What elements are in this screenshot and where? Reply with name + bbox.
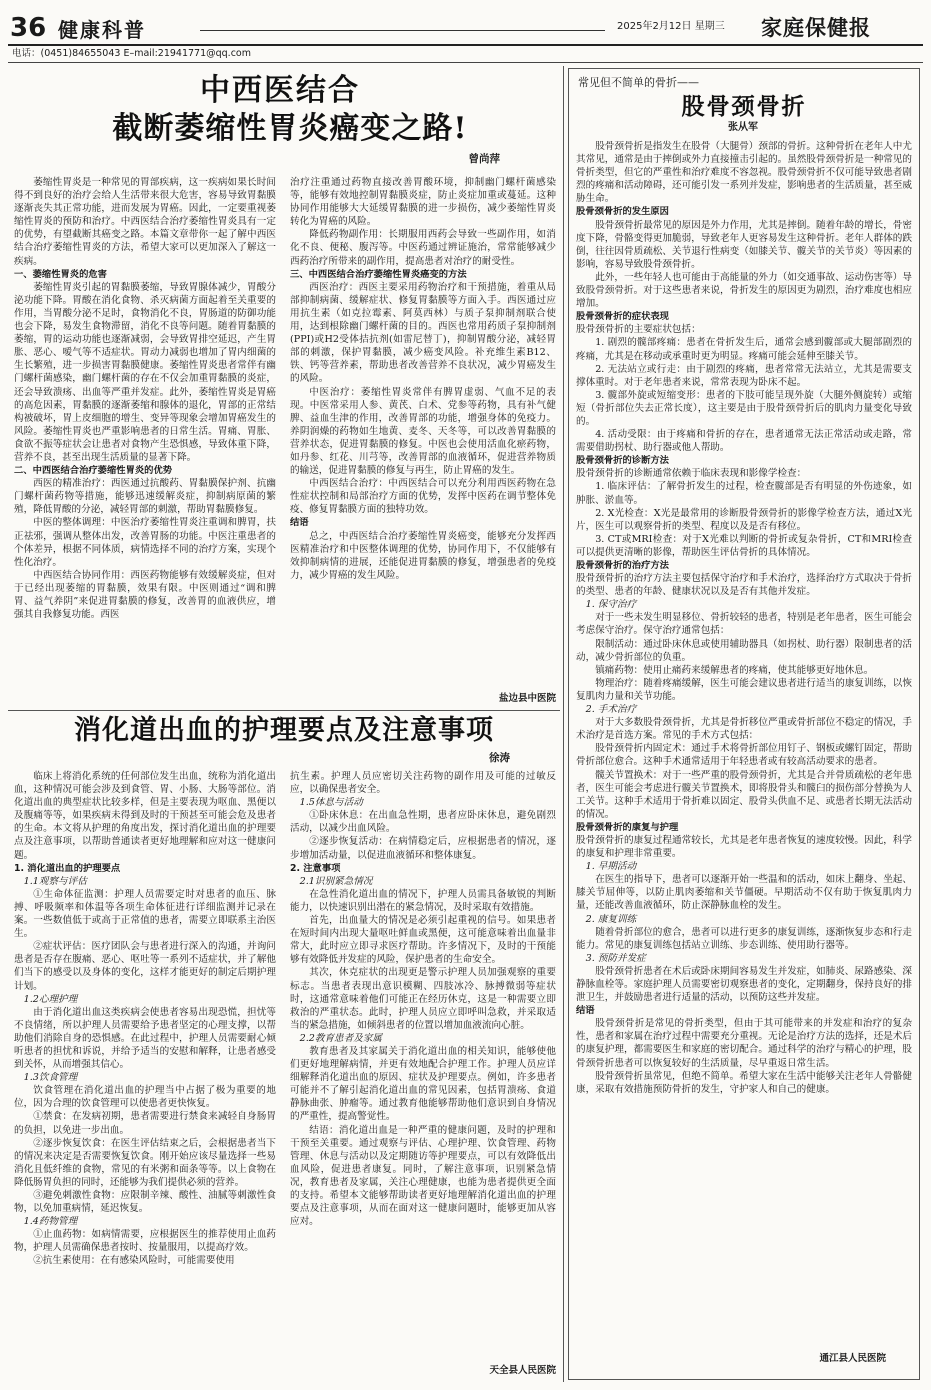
header-rule xyxy=(200,30,605,31)
paragraph: ②症状评估：医疗团队会与患者进行深入的沟通，并询问患者是否存在腹痛、恶心、呕吐等一系列不适症状，并了解他们当下的感受以及身体的变化，这样才能更好的制定后期护理计划。 xyxy=(14,941,276,992)
article-hospital: 通江县人民医院 xyxy=(819,1353,886,1364)
paragraph: ③避免刺激性食物：应限制辛辣、酸性、油腻等刺激性食物，以免加重病情，延迟恢复。 xyxy=(14,1190,276,1215)
paragraph: 在急性消化道出血的情况下，护理人员需具备敏锐的判断能力，以快速识别出潜在的紧急情况，及时采取有效措施。 xyxy=(290,888,556,913)
article-column-right xyxy=(290,770,556,1366)
paragraph: 股骨颈骨折是指发生在股骨（大腿骨）颈部的骨折。这种骨折在老年人中尤其常见，通常是由于摔倒或外力直接撞击引起的。虽然股骨颈骨折是一种常见的骨折类型，但它的严重性和治疗难度不容忽视。股骨颈骨折不仅可能导致患者剧烈的疼痛和活动障碍，还可能引发一系列并发症，影响患者的生活质量，甚至威胁生命。 xyxy=(576,141,912,205)
paragraph: 限制活动：通过卧床休息或使用辅助器具（如拐杖、助行器）限制患者的活动，减少骨折部位的负重。 xyxy=(576,638,912,663)
paragraph: 股骨颈骨折的主要症状包括： xyxy=(576,324,701,336)
paragraph: 股骨颈骨折的治疗方法主要包括保守治疗和手术治疗，选择治疗方式取决于骨折的类型、患者的年龄、健康状况以及是否有其他并发症。 xyxy=(576,573,912,598)
paragraph: 3. 髋部外旋或短缩变形：患者的下肢可能呈现外旋（大腿外侧旋转）或缩短（骨折部位失去正常长度），这主要是由于股骨颈骨折后的肌肉力量变化导致的。 xyxy=(576,389,912,427)
article-author: 张从军 xyxy=(728,122,758,133)
paragraph: 中医的整体调理：中医治疗萎缩性胃炎注重调和脾胃，扶正祛邪，强调从整体出发，改善胃肠的功能。中医注重患者的个体差异，根据不同体质，病情选择不同的治疗方案，实现个性化治疗。 xyxy=(14,517,276,568)
subsection-heading: 2.2教育患者及家属 xyxy=(299,1032,383,1044)
section-heading: 股骨颈骨折的诊断方法 xyxy=(576,455,669,467)
subsection-heading: 1.3饮食管理 xyxy=(23,1072,78,1084)
paragraph: 总之，中西医结合治疗萎缩性胃炎癌变，能够充分发挥西医精准治疗和中医整体调理的优势，协同作用下，不仅能够有效抑制病情的进展，还能促进胃黏膜的修复，增强患者的免疫力，减少胃癌的发生风险。 xyxy=(290,530,556,581)
article-divider xyxy=(8,710,560,711)
subsection-heading: 2. 康复训练 xyxy=(585,913,637,925)
article-title-line2: 截断萎缩性胃炎癌变之路! xyxy=(112,111,468,146)
section-heading: 1. 消化道出血的护理要点 xyxy=(14,862,121,874)
article-title: 股骨颈骨折 xyxy=(681,93,807,120)
section-heading: 二、中西医结合治疗萎缩性胃炎的优势 xyxy=(14,465,173,477)
paragraph: 中医治疗：萎缩性胃炎常伴有脾胃虚弱、气血不足的表现。中医常采用人参、黄芪、白术、党参等药物，具有补气健脾、益血生津的作用，改善胃部的功能，增强身体的免疫力。养阴润燥的药物如生地黄、麦冬、天冬等，可以改善胃黏膜的营养状态，促进胃黏膜的修复。中医也会使用活血化瘀药物，如丹参、红花、川芎等，改善胃部的血液循环，促进营养物质的输送，促进胃黏膜的修复与再生，防止胃癌的发生。 xyxy=(290,386,556,477)
article-hospital: 盐边县中医院 xyxy=(498,693,556,704)
paragraph: 3. CT或MRI检查：对于X光难以判断的骨折或复杂骨折，CT和MRI检查可以提供更清晰的影像，帮助医生评估骨折的具体情况。 xyxy=(576,533,912,558)
newspaper-name: 家庭保健报 xyxy=(761,15,871,40)
paragraph: 1. 临床评估：了解骨折发生的过程，检查髋部是否有明显的外伤迹象，如肿胀、淤血等。 xyxy=(576,481,912,506)
paragraph: ①禁食：在发病初期，患者需要进行禁食来减轻自身肠胃的负担，以免进一步出血。 xyxy=(14,1111,276,1136)
paragraph: 髋关节置换术：对于一些严重的股骨颈骨折，尤其是合并骨质疏松的老年患者，医生可能会考虑进行髋关节置换术，即将股骨头和髋臼的损伤部分替换为人工关节。这种手术适用于骨折难以固定、股骨头供血不足、或患者长期无法活动的情况。 xyxy=(576,769,912,820)
paragraph: 股骨颈骨折是常见的骨折类型，但由于其可能带来的并发症和治疗的复杂性，患者和家属在治疗过程中需要充分重视。无论是治疗方法的选择，还是术后的康复护理，都需要医生和家庭的密切配合。通过科学的治疗与精心的护理，股骨颈骨折患者可以恢复较好的生活质量，尽早重返日常生活。 xyxy=(576,1018,912,1069)
paragraph: ①生命体征监测：护理人员需要定时对患者的血压、脉搏、呼吸频率和体温等各项生命体征进行详细监测并记录在案。一些数值低于或高于正常值的患者，需要立即联系主治医生。 xyxy=(14,888,276,940)
article-subtitle: 常见但不简单的骨折—— xyxy=(578,76,699,89)
section-heading: 股骨颈骨折的症状表现 xyxy=(576,311,669,323)
paragraph: 股骨颈骨折虽常见，但绝不简单。希望大家在生活中能够关注老年人骨骼健康，采取有效措施预防骨折的发生，守护家人和自己的健康。 xyxy=(576,1070,912,1095)
paragraph: 股骨颈骨折患者在术后或卧床期间容易发生并发症，如肺炎、尿路感染、深静脉血栓等。家庭护理人员需要密切观察患者的变化，定期翻身，保持良好的排泄卫生，并鼓励患者进行适量的活动，以预防这些并发症。 xyxy=(576,965,912,1004)
paragraph: 股骨颈骨折的诊断通常依赖于临床表现和影像学检查： xyxy=(576,468,807,480)
paragraph: 随着骨折部位的愈合，患者可以进行更多的康复训练，逐渐恢复步态和行走能力。常见的康复训练包括站立训练、步态训练、使用助行器等。 xyxy=(576,926,912,951)
article-title-line1: 中西医结合 xyxy=(200,73,360,108)
section-heading: 三、中西医结合治疗萎缩性胃炎癌变的方法 xyxy=(290,268,467,280)
section-title: 健康科普 xyxy=(58,18,146,42)
paragraph: 股骨颈骨折的康复过程通常较长，尤其是老年患者恢复的速度较慢。因此，科学的康复和护理非常重要。 xyxy=(576,834,912,860)
paragraph: ②逐步恢复活动：在病情稳定后，应根据患者的情况，逐步增加活动量，以促进血液循环和整体康复。 xyxy=(290,836,556,861)
paragraph: 治疗注重通过药物直接改善胃酸环境，抑制幽门螺杆菌感染等，能够有效地控制胃黏膜炎症，防止炎症加重或蔓延。这种协同作用能够大大延缓胃黏膜的进一步损伤，减少萎缩性胃炎转化为胃癌的风险。 xyxy=(290,177,556,228)
sub-rule xyxy=(8,62,923,63)
article-author: 徐涛 xyxy=(489,752,510,764)
paragraph: 物理治疗：随着疼痛缓解，医生可能会建议患者进行适当的康复训练，以恢复肌肉力量和关节功能。 xyxy=(576,677,912,702)
paragraph: 中西医结合治疗：中西医结合可以充分利用西医药物在急性症状控制和局部治疗方面的优势，发挥中医药在调节整体免疫、修复胃黏膜方面的独特功效。 xyxy=(290,478,556,516)
article-column-left xyxy=(14,770,276,1382)
paragraph: 抗生素。护理人员应密切关注药物的副作用及可能的过敏反应，以确保患者安全。 xyxy=(290,771,556,796)
subsection-heading: 1. 保守治疗 xyxy=(585,599,637,611)
paragraph: 镇痛药物：使用止痛药来缓解患者的疼痛，使其能够更好地休息。 xyxy=(595,664,874,676)
paragraph: ①止血药物：如病情需要，应根据医生的推荐使用止血药物，护理人员需确保患者按时、按量服用，以提高疗效。 xyxy=(14,1229,276,1254)
section-heading: 一、萎缩性胃炎的危害 xyxy=(14,268,107,280)
paragraph: 中西医结合协同作用：西医药物能够有效缓解炎症，但对于已经出现萎缩的胃黏膜，效果有限。中医则通过“调和脾胃、益气养阴”来促进胃黏膜的修复，改善胃的血液供应，增强其自我修复功能。西医 xyxy=(14,569,276,621)
article-column-right xyxy=(290,176,556,686)
paragraph: ①卧床休息：在出血急性期，患者应卧床休息，避免剧烈活动，以减少出血风险。 xyxy=(290,810,556,835)
subsection-heading: 1.1观察与评估 xyxy=(23,875,87,887)
column-divider xyxy=(563,66,564,1382)
section-heading: 股骨颈骨折的康复与护理 xyxy=(576,821,679,833)
subsection-heading: 2.1识别紧急情况 xyxy=(299,875,373,887)
paragraph: 萎缩性胃炎是一种常见的胃部疾病，这一疾病如果长时间得不到良好的治疗会给人生活带来很大危害，容易导致胃黏膜逐渐丧失其正常功能，进而发展为胃癌。因此，一定要重视萎缩性胃炎的预防和治疗。中西医结合治疗萎缩性胃炎具有一定的优势，有望截断其癌变之路。本篇文章带你一起了解中西医结合治疗萎缩性胃炎的方法，希望大家可以更加深入了解这一疾病。 xyxy=(14,177,276,267)
paragraph: 2. 无法站立或行走：由于剧烈的疼痛，患者常常无法站立，尤其是需要支撑体重时。对于老年患者来说，常常表现为卧床不起。 xyxy=(576,363,912,388)
section-heading: 股骨颈骨折的治疗方法 xyxy=(576,560,669,571)
paragraph: 4. 活动受限：由于疼痛和骨折的存在，患者通常无法正常活动或走路，常需要借助拐杖、助行器或他人帮助。 xyxy=(576,429,912,454)
paragraph: 教育患者及其家属关于消化道出血的相关知识，能够使他们更好地理解病情，并更有效地配合护理工作。护理人员应详细解释消化道出血的原因、症状及护理要点。例如，许多患者可能并不了解引起消化道出血的常见因素，包括胃溃疡、食道静脉曲张、肿瘤等。通过教育他能够帮助他们意识到自身情况的严重性，提高警觉性。 xyxy=(290,1045,556,1123)
paragraph: 结语：消化道出血是一种严重的健康问题，及时的护理和干预至关重要。通过观察与评估、心理护理、饮食管理、药物管理、休息与活动以及定期随访等护理要点，可以有效降低出血风险，促进患者康复。同时，了解注意事项，识别紧急情况，教育患者及家属，关注心理健康，也能为患者提供更全面的支持。希望本文能够帮助读者更好地理解消化道出血的护理要点及注意事项，从而在面对这一健康问题时，能够更加从容应对。 xyxy=(290,1124,556,1228)
subsection-heading: 2. 手术治疗 xyxy=(585,704,637,716)
article-hospital: 天全县人民医院 xyxy=(489,1365,556,1376)
article-title: 消化道出血的护理要点及注意事项 xyxy=(74,715,494,746)
paragraph: 饮食管理在消化道出血的护理当中占据了极为重要的地位，因为合理的饮食管理可以使患者更快恢复。 xyxy=(14,1085,276,1110)
top-rule xyxy=(8,44,923,46)
contact-info: 电话：(0451)84655043 E–mail:21941771@qq.com xyxy=(12,48,251,59)
paragraph: 由于消化道出血这类疾病会使患者容易出现恐慌，担忧等不良情绪，所以护理人员需要给予患者坚定的心理支撑，以帮助他们消除自身的恐惧感。在此过程中，护理人员需要耐心倾听患者的担忧和诉说，并给予适当的安慰和解释，让患者感受到关怀，从而增强其信心。 xyxy=(14,1006,276,1071)
subsection-heading: 1. 早期活动 xyxy=(585,861,637,873)
section-heading: 结语 xyxy=(290,517,309,529)
paragraph: 降低药物副作用：长期服用西药会导致一些副作用，如消化不良、便秘、腹泻等。中医药通过辨证施治，常常能够减少西药治疗所带来的副作用，提高患者对治疗的耐受性。 xyxy=(290,229,556,267)
section-heading: 2. 注意事项 xyxy=(290,862,341,874)
subsection-heading: 3. 预防并发症 xyxy=(585,952,646,964)
paragraph: 萎缩性胃炎引起的胃黏膜萎缩，导致胃腺体减少，胃酸分泌功能下降。胃酸在消化食物、杀灭病菌方面起着至关重要的作用，当胃酸分泌不足时，食物消化不良，胃肠道的防御功能也会下降，易发生食物滞留，消化不良等问题。随着胃黏膜的萎缩，胃的运动功能也逐渐减弱，会导致胃排空延迟，产生胃胀、恶心、嗳气等不适症状。胃动力减弱也增加了胃内细菌的生长繁殖，进一步损害胃黏膜健康。萎缩性胃炎患者常伴有幽门螺杆菌感染，幽门螺杆菌的存在不仅会加重胃黏膜的炎症，还会导致溃疡、出血等严重并发症。此外，萎缩性胃炎是胃癌的高危因素，胃黏膜的逐渐萎缩和腺体的退化，胃部的正常结构被破坏，胃上皮细胞的增生、变异等现象会增加胃癌发生的风险。萎缩性胃炎也严重影响患者的日常生活。胃痛、胃胀、食欲不振等症状会让患者对食物产生恐惧感，导致体重下降，营养不良，甚至出现生活质量的显著下降。 xyxy=(14,281,276,463)
paragraph: 西医的精准治疗：西医通过抗酸药、胃黏膜保护剂、抗幽门螺杆菌药物等措施，能够迅速缓解炎症，抑制病原菌的繁殖，降低胃酸的分泌，减轻胃部的刺激，帮助胃黏膜修复。 xyxy=(14,478,276,516)
paragraph: ②逐步恢复饮食：在医生评估结束之后，会根据患者当下的情况来决定是否需要恢复饮食。刚开始应该尽量选择一些易消化且低纤维的食物，常见的有米粥和面条等等。以上食物在降低肠胃负担的同时，还能够为我们提供必须的营养。 xyxy=(14,1137,276,1188)
page-number: 36 xyxy=(10,13,47,43)
paragraph: ②抗生素使用：在有感染风险时，可能需要使用 xyxy=(33,1255,235,1267)
paragraph: 2. X光检查：X光是最常用的诊断股骨颈骨折的影像学检查方法，通过X光片，医生可以观察骨折的类型、程度以及是否有移位。 xyxy=(576,507,912,532)
subsection-heading: 1.5体息与活动 xyxy=(299,797,363,809)
paragraph: 股骨颈骨折最常见的原因是外力作用，尤其是摔倒。随着年龄的增长，骨密度下降，骨骼变得更加脆弱，导致老年人更容易发生这种骨折。老年人群体的跌倒，往往因骨质疏松、关节退行性病变（如膝关节、髋关节的关节炎）等因素的影响，容易导致股骨颈骨折。 xyxy=(576,219,912,270)
paragraph: 对于大多数股骨颈骨折，尤其是骨折移位严重或骨折部位不稳定的情况，手术治疗是首选方案。常见的手术方式包括： xyxy=(576,717,912,742)
subsection-heading: 1.4药物管理 xyxy=(23,1216,78,1228)
subsection-heading: 1.2心理护理 xyxy=(23,993,78,1005)
paragraph: 对于一些未发生明显移位、骨折较轻的患者，特别是老年患者，医生可能会考虑保守治疗。保守治疗通常包括： xyxy=(576,612,912,637)
paragraph: 临床上将消化系统的任何部位发生出血，统称为消化道出血，这种情况可能会涉及到食管、胃、小肠、大肠等部位。消化道出血的典型症状比较多样，但是主要表现为呕血、黑便以及腹痛等等，如果疾病未得到及时的干预甚至可能会危及患者的生命。本文将从护理的角度出发，探讨消化道出血的护理要点及注意事项，以帮助普通读者更好地理解和应对这一健康问题。 xyxy=(14,771,276,861)
paragraph: 1. 剧烈的髋部疼痛：患者在骨折发生后，通常会感到髋部或大腿部剧烈的疼痛，尤其是在移动或承重时更为明显。疼痛可能会延伸至膝关节。 xyxy=(576,337,912,362)
article-author: 曾尚萍 xyxy=(468,153,500,165)
paragraph: 首先，出血量大的情况是必须引起重视的信号。如果患者在短时间内出现大量呕吐鲜血或黑便，这可能意味着出血量非常大，此时应立即寻求医疗帮助。许多情况下，及时的干预能够有效降低并发症的风险，保护患者的生命安全。 xyxy=(290,915,556,966)
paragraph: 此外，一些年轻人也可能由于高能量的外力（如交通事故、运动伤害等）导致股骨颈骨折。对于这些患者来说，骨折发生的原因更为剧烈，治疗难度也相应增加。 xyxy=(576,271,912,310)
section-heading: 股骨颈骨折的发生原因 xyxy=(576,206,669,218)
article-column-left xyxy=(14,176,276,706)
paragraph: 股骨颈骨折内固定术：通过手术将骨折部位用钉子、钢板或螺钉固定，帮助骨折部位愈合。这种手术通常适用于年轻患者或有较高活动要求的患者。 xyxy=(576,743,912,768)
article-body xyxy=(576,140,912,1350)
paragraph: 在医生的指导下，患者可以逐渐开始一些温和的活动，如床上翻身、坐起、膝关节屈伸等，以防止肌肉萎缩和关节僵硬。早期活动不仅有助于恢复肌肉力量，还能改善血液循环，防止深静脉血栓的发生。 xyxy=(576,874,912,912)
issue-date: 2025年2月12日 星期三 xyxy=(617,21,725,32)
paragraph: 西医治疗：西医主要采用药物治疗和干预措施，着重从局部抑制病菌、缓解症状、修复胃黏膜等方面入手。西医通过应用抗生素（如克拉霉素、阿莫西林）与质子泵抑制剂联合使用，达到根除幽门螺杆菌的目的。西医也常用药质子泵抑制剂(PPI)或H2受体拮抗剂(如雷尼替丁)，抑制胃酸分泌，减轻胃部的刺激，保护胃黏膜，减少癌变风险。补充维生素B12、铁、钙等营养素，帮助患者改善营养不良状况，减少胃癌发生的风险。 xyxy=(290,281,556,385)
section-heading: 结语 xyxy=(576,1005,595,1017)
paragraph: 其次，休克症状的出现更是警示护理人员加强观察的重要标志。当患者表现出意识模糊、四肢冰冷、脉搏微弱等症状时，这通常意味着他们可能正在经历休克，这是一种需要立即救治的严重状态。此时，护理人员应立即呼叫急救，并采取适当的紧急措施，如倾斜患者的位置以增加血液流向心脏。 xyxy=(290,967,556,1031)
